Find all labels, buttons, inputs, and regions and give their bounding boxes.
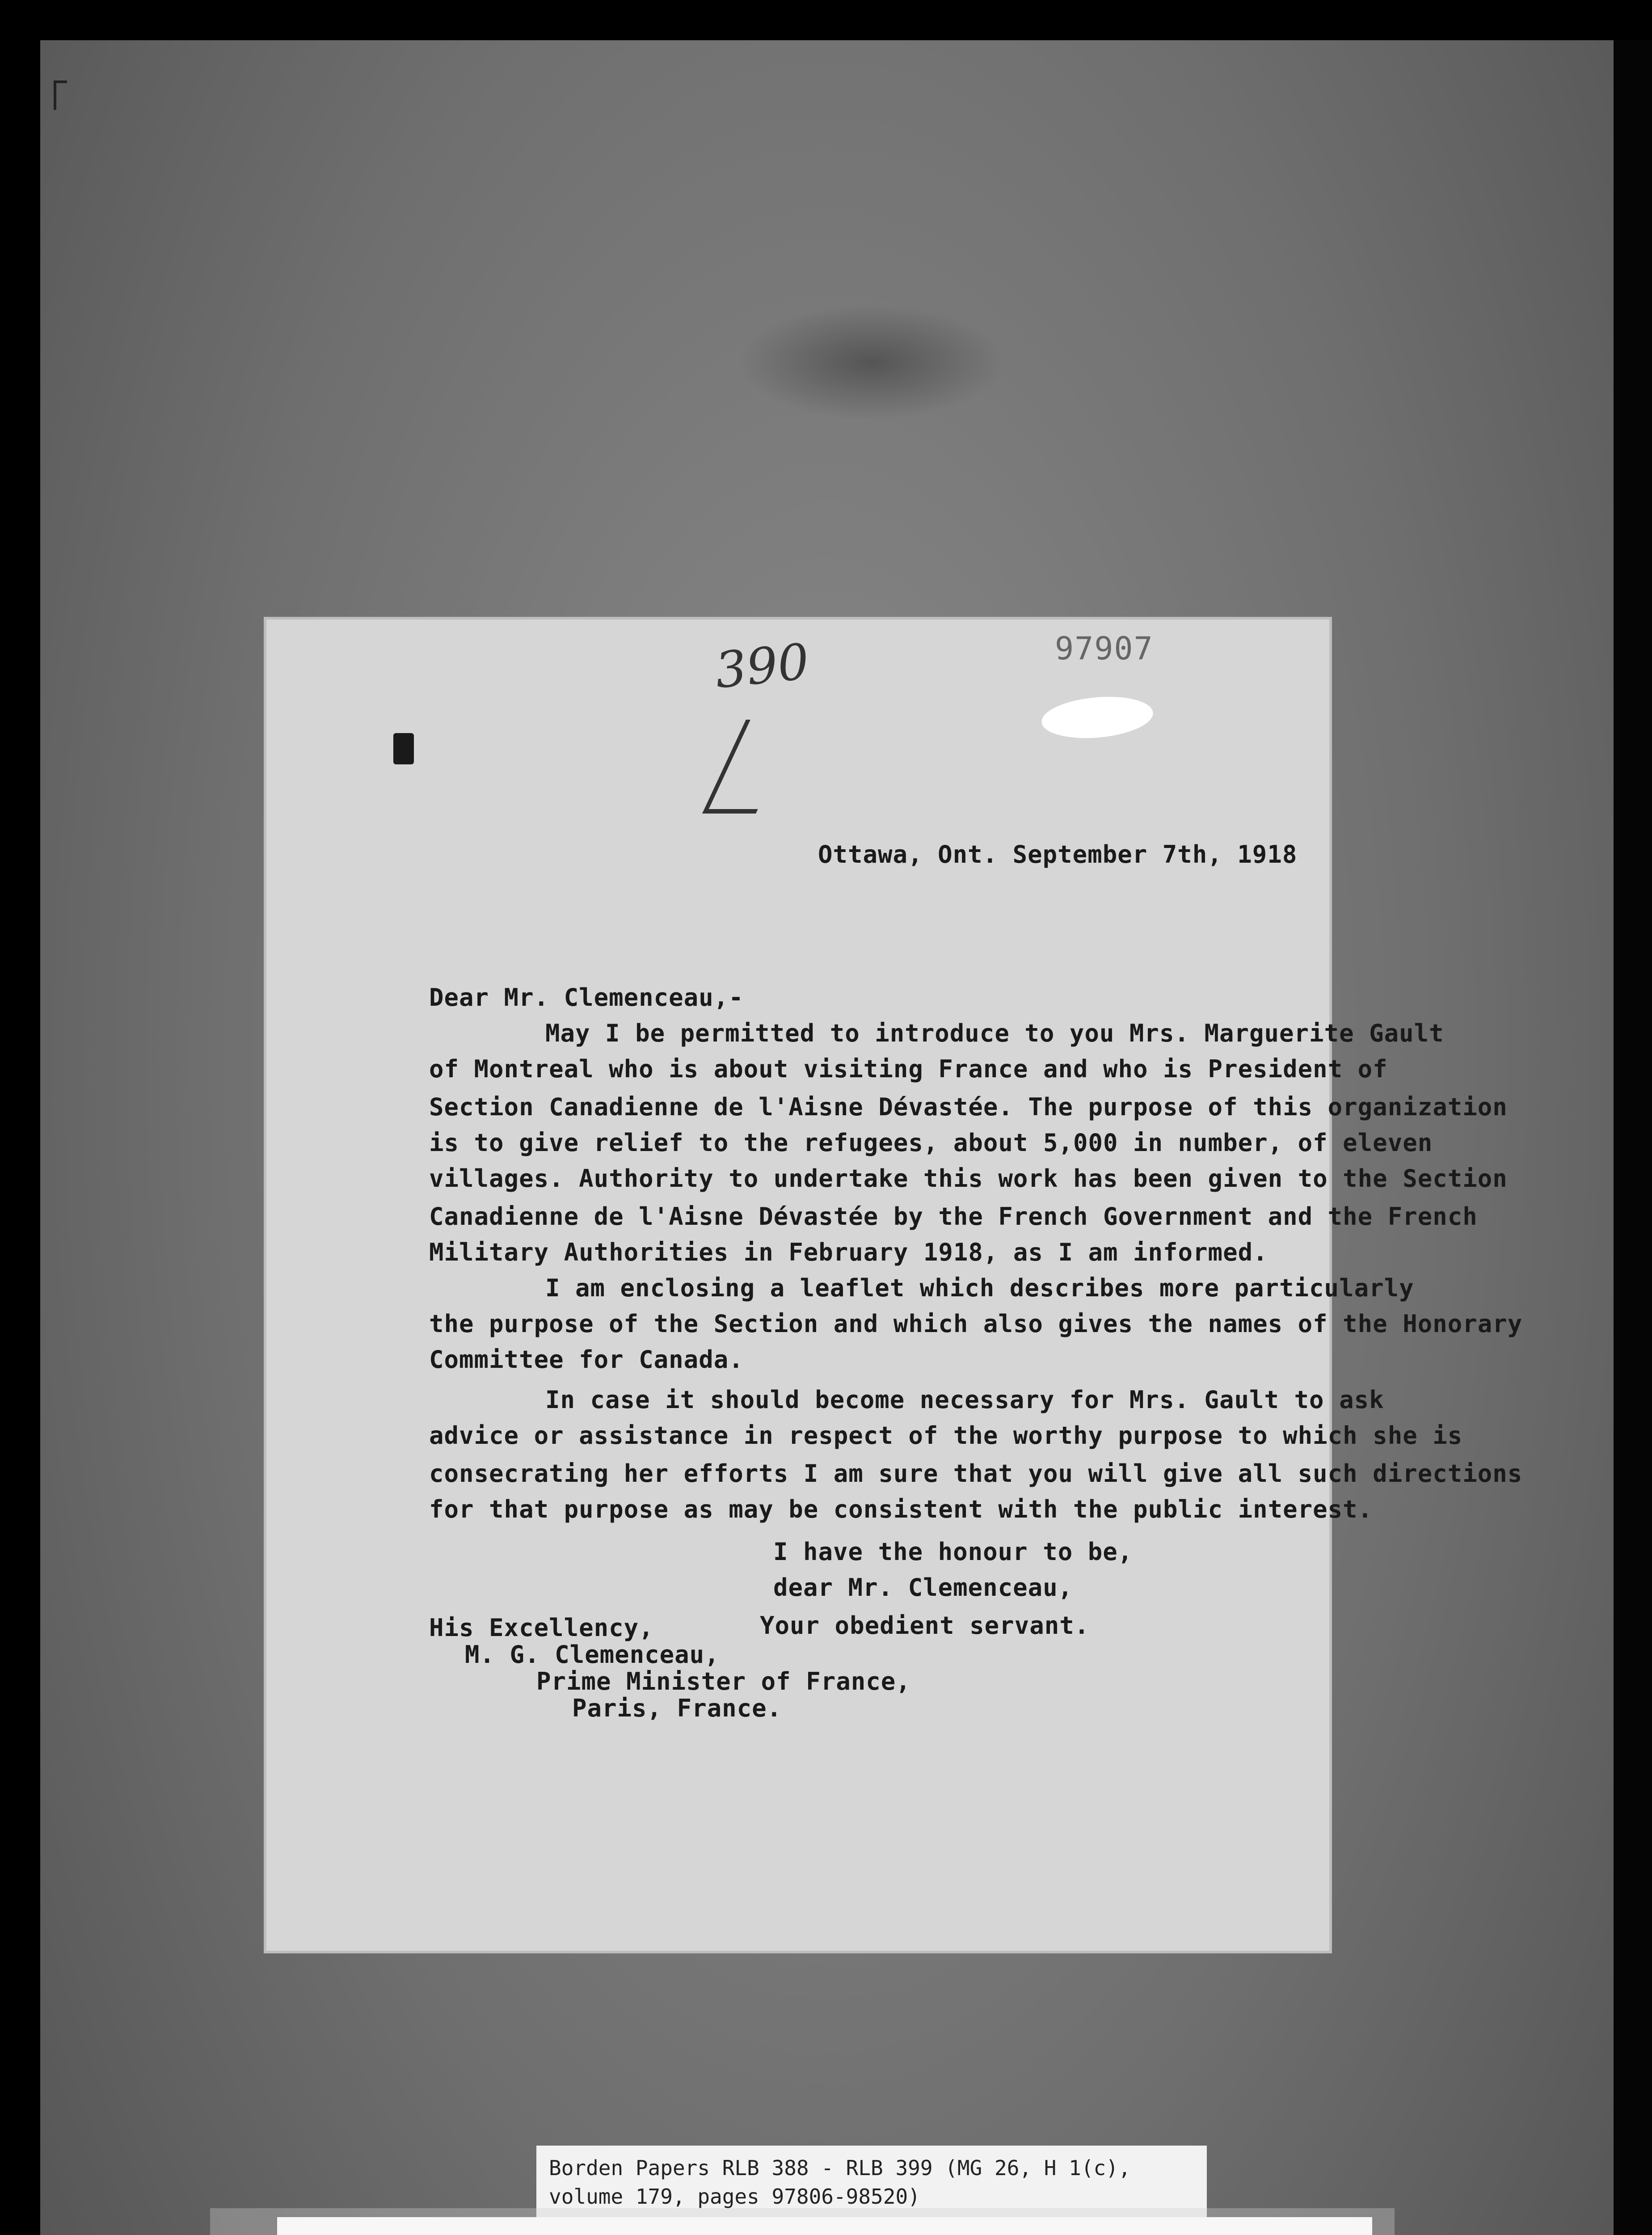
closing-line: I have the honour to be,	[773, 1538, 1133, 1566]
body-line: consecrating her efforts I am sure that you will give all such directions	[429, 1459, 1523, 1488]
address-line: M. G. Clemenceau,	[465, 1640, 720, 1669]
background-stain	[738, 304, 1006, 420]
body-line: In case it should become necessary for Mrs. Gault to ask	[545, 1386, 1384, 1414]
body-line: for that purpose as may be consistent with the public interest.	[429, 1495, 1373, 1523]
body-line: Military Authorities in February 1918, as I am informed.	[429, 1238, 1268, 1266]
archive-card	[277, 2217, 1372, 2235]
body-line: Canadienne de l'Aisne Dévastée by the French Government and the French	[429, 1202, 1478, 1231]
punch-hole-mark	[393, 733, 414, 764]
corner-crop-mark	[54, 80, 67, 110]
dateline: Ottawa, Ont. September 7th, 1918	[818, 840, 1298, 869]
address-line: His Excellency,	[429, 1614, 654, 1642]
body-line: the purpose of the Section and which also gives the names of the Honorary	[429, 1310, 1523, 1338]
closing-line: dear Mr. Clemenceau,	[773, 1573, 1073, 1602]
address-line: Prime Minister of France,	[536, 1667, 911, 1695]
salutation: Dear Mr. Clemenceau,-	[429, 983, 744, 1012]
folio-mark: 390	[712, 633, 812, 700]
letter-page	[264, 617, 1523, 1953]
archive-reference-line: Borden Papers RLB 388 - RLB 399 (MG 26, H 1(c),	[549, 2156, 1131, 2180]
body-line: villages. Authority to undertake this work has been given to the Section	[429, 1164, 1508, 1193]
folio-pencil-stroke	[702, 720, 800, 814]
archive-reference-line: volume 179, pages 97806-98520)	[549, 2184, 920, 2209]
film-edge-left	[0, 0, 40, 2235]
body-line: Committee for Canada.	[429, 1345, 744, 1374]
body-line: is to give relief to the refugees, about 5,000 in number, of eleven	[429, 1129, 1433, 1157]
body-line: I am enclosing a leaflet which describes more particularly	[545, 1274, 1414, 1302]
body-line: Section Canadienne de l'Aisne Dévastée. The purpose of this organization	[429, 1093, 1508, 1121]
body-line: of Montreal who is about visiting France and who is President of	[429, 1055, 1388, 1083]
closing-line: Your obedient servant.	[760, 1611, 1090, 1640]
film-edge-top	[0, 0, 1652, 40]
paper-tear-patch	[1040, 692, 1155, 742]
page-number-stamp: 97907	[1055, 630, 1154, 667]
body-line: advice or assistance in respect of the worthy purpose to which she is	[429, 1421, 1463, 1450]
address-line: Paris, France.	[572, 1694, 782, 1722]
body-line: May I be permitted to introduce to you Mrs. Marguerite Gault	[545, 1019, 1444, 1047]
